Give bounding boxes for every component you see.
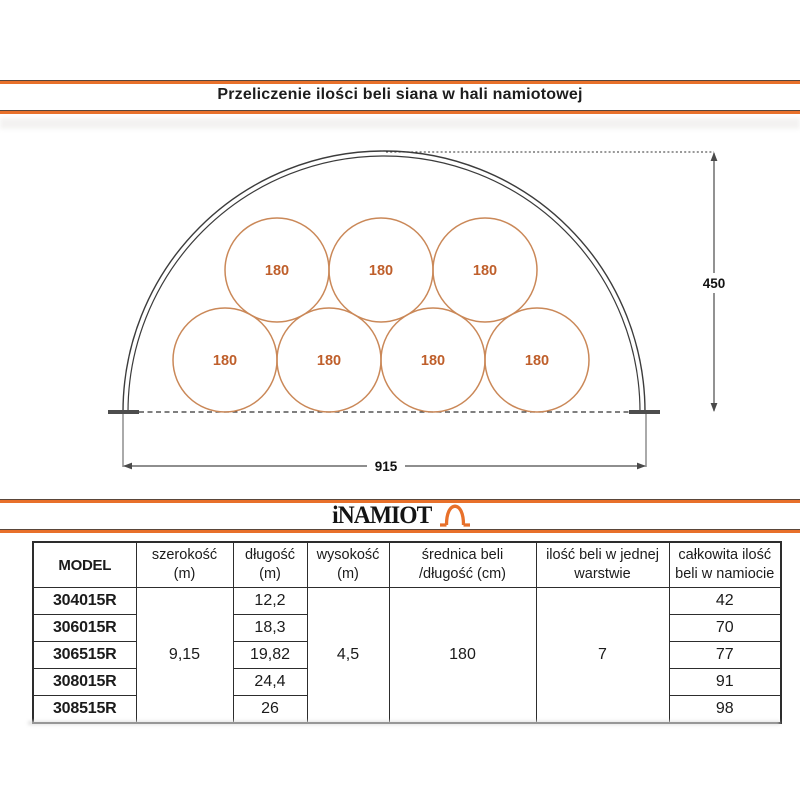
foot-plate-left <box>108 410 139 414</box>
col-header-ilosc-warstwa <box>536 542 669 588</box>
bale-label: 180 <box>420 353 446 369</box>
header-line: całkowita ilość <box>678 547 772 563</box>
page-title: Przeliczenie ilości beli siana w hali namiotowej <box>217 86 583 103</box>
height-dim-arrow-down <box>711 403 718 412</box>
logo-rule-bottom <box>0 529 800 533</box>
model-cell: 308015R <box>33 669 136 696</box>
height-dim-arrow-up <box>711 152 718 161</box>
header-line: (m) <box>173 566 196 582</box>
dlugosc-cell: 24,4 <box>233 669 307 696</box>
tent-arch-icon <box>439 502 471 529</box>
bale-label: 180 <box>212 353 238 369</box>
spec-table <box>32 541 782 724</box>
header-line: warstwie <box>574 566 631 582</box>
col-header-wysokosc <box>307 542 389 588</box>
bale-label: 180 <box>316 353 342 369</box>
table-shadow <box>28 721 780 725</box>
col-header-srednica <box>389 542 536 588</box>
calkowita-cell: 91 <box>669 669 781 696</box>
calkowita-cell: 77 <box>669 642 781 669</box>
bale-label: 180 <box>524 353 550 369</box>
ilosc-merged-cell: 7 <box>536 588 669 724</box>
tent-arch-outer-line <box>123 151 645 412</box>
header-line: wysokość <box>316 547 380 563</box>
header-line: beli w namiocie <box>675 566 775 582</box>
title-rule-bottom <box>0 110 800 114</box>
col-header-calkowita <box>669 542 781 588</box>
title-rule-top <box>0 80 800 84</box>
col-header-dlugosc <box>233 542 307 588</box>
bale-label: 180 <box>368 263 394 279</box>
width-dim-arrow-left <box>123 463 132 470</box>
width-dimension-label: 915 <box>374 459 398 474</box>
calkowita-cell: 70 <box>669 615 781 642</box>
bale-label: 180 <box>472 263 498 279</box>
header-line: szerokość <box>151 547 218 563</box>
header-line: ilość beli w jednej <box>546 547 659 563</box>
header-line: (m) <box>337 566 359 582</box>
foot-plate-right <box>629 410 660 414</box>
szerokosc-merged-cell: 9,15 <box>136 588 233 724</box>
width-dim-arrow-right <box>637 463 646 470</box>
calkowita-cell: 42 <box>669 588 781 615</box>
brand-logo-text: iNAMIOT <box>331 501 432 529</box>
header-line: długość <box>245 547 295 563</box>
header-line: (m) <box>259 566 281 582</box>
dlugosc-cell: 18,3 <box>233 615 307 642</box>
col-header-model <box>33 542 136 588</box>
model-cell: 306515R <box>33 642 136 669</box>
col-header-szerokosc <box>136 542 233 588</box>
height-dimension-label: 450 <box>702 276 726 291</box>
bale-label: 180 <box>264 263 290 279</box>
dlugosc-cell: 12,2 <box>233 588 307 615</box>
tent-diagram <box>0 140 800 490</box>
tent-arch-inner-line <box>128 156 640 412</box>
calkowita-cell: 98 <box>669 696 781 724</box>
srednica-merged-cell: 180 <box>389 588 536 724</box>
ghost-band <box>0 118 800 129</box>
dlugosc-cell: 26 <box>233 696 307 724</box>
model-cell: 306015R <box>33 615 136 642</box>
brand-logo <box>0 501 800 529</box>
header-line: /długość (cm) <box>418 566 507 582</box>
header-line: MODEL <box>58 556 112 574</box>
dlugosc-cell: 19,82 <box>233 642 307 669</box>
header-line: średnica beli <box>421 547 504 563</box>
table-row <box>33 588 781 615</box>
model-cell: 308515R <box>33 696 136 724</box>
wysokosc-merged-cell: 4,5 <box>307 588 389 724</box>
model-cell: 304015R <box>33 588 136 615</box>
